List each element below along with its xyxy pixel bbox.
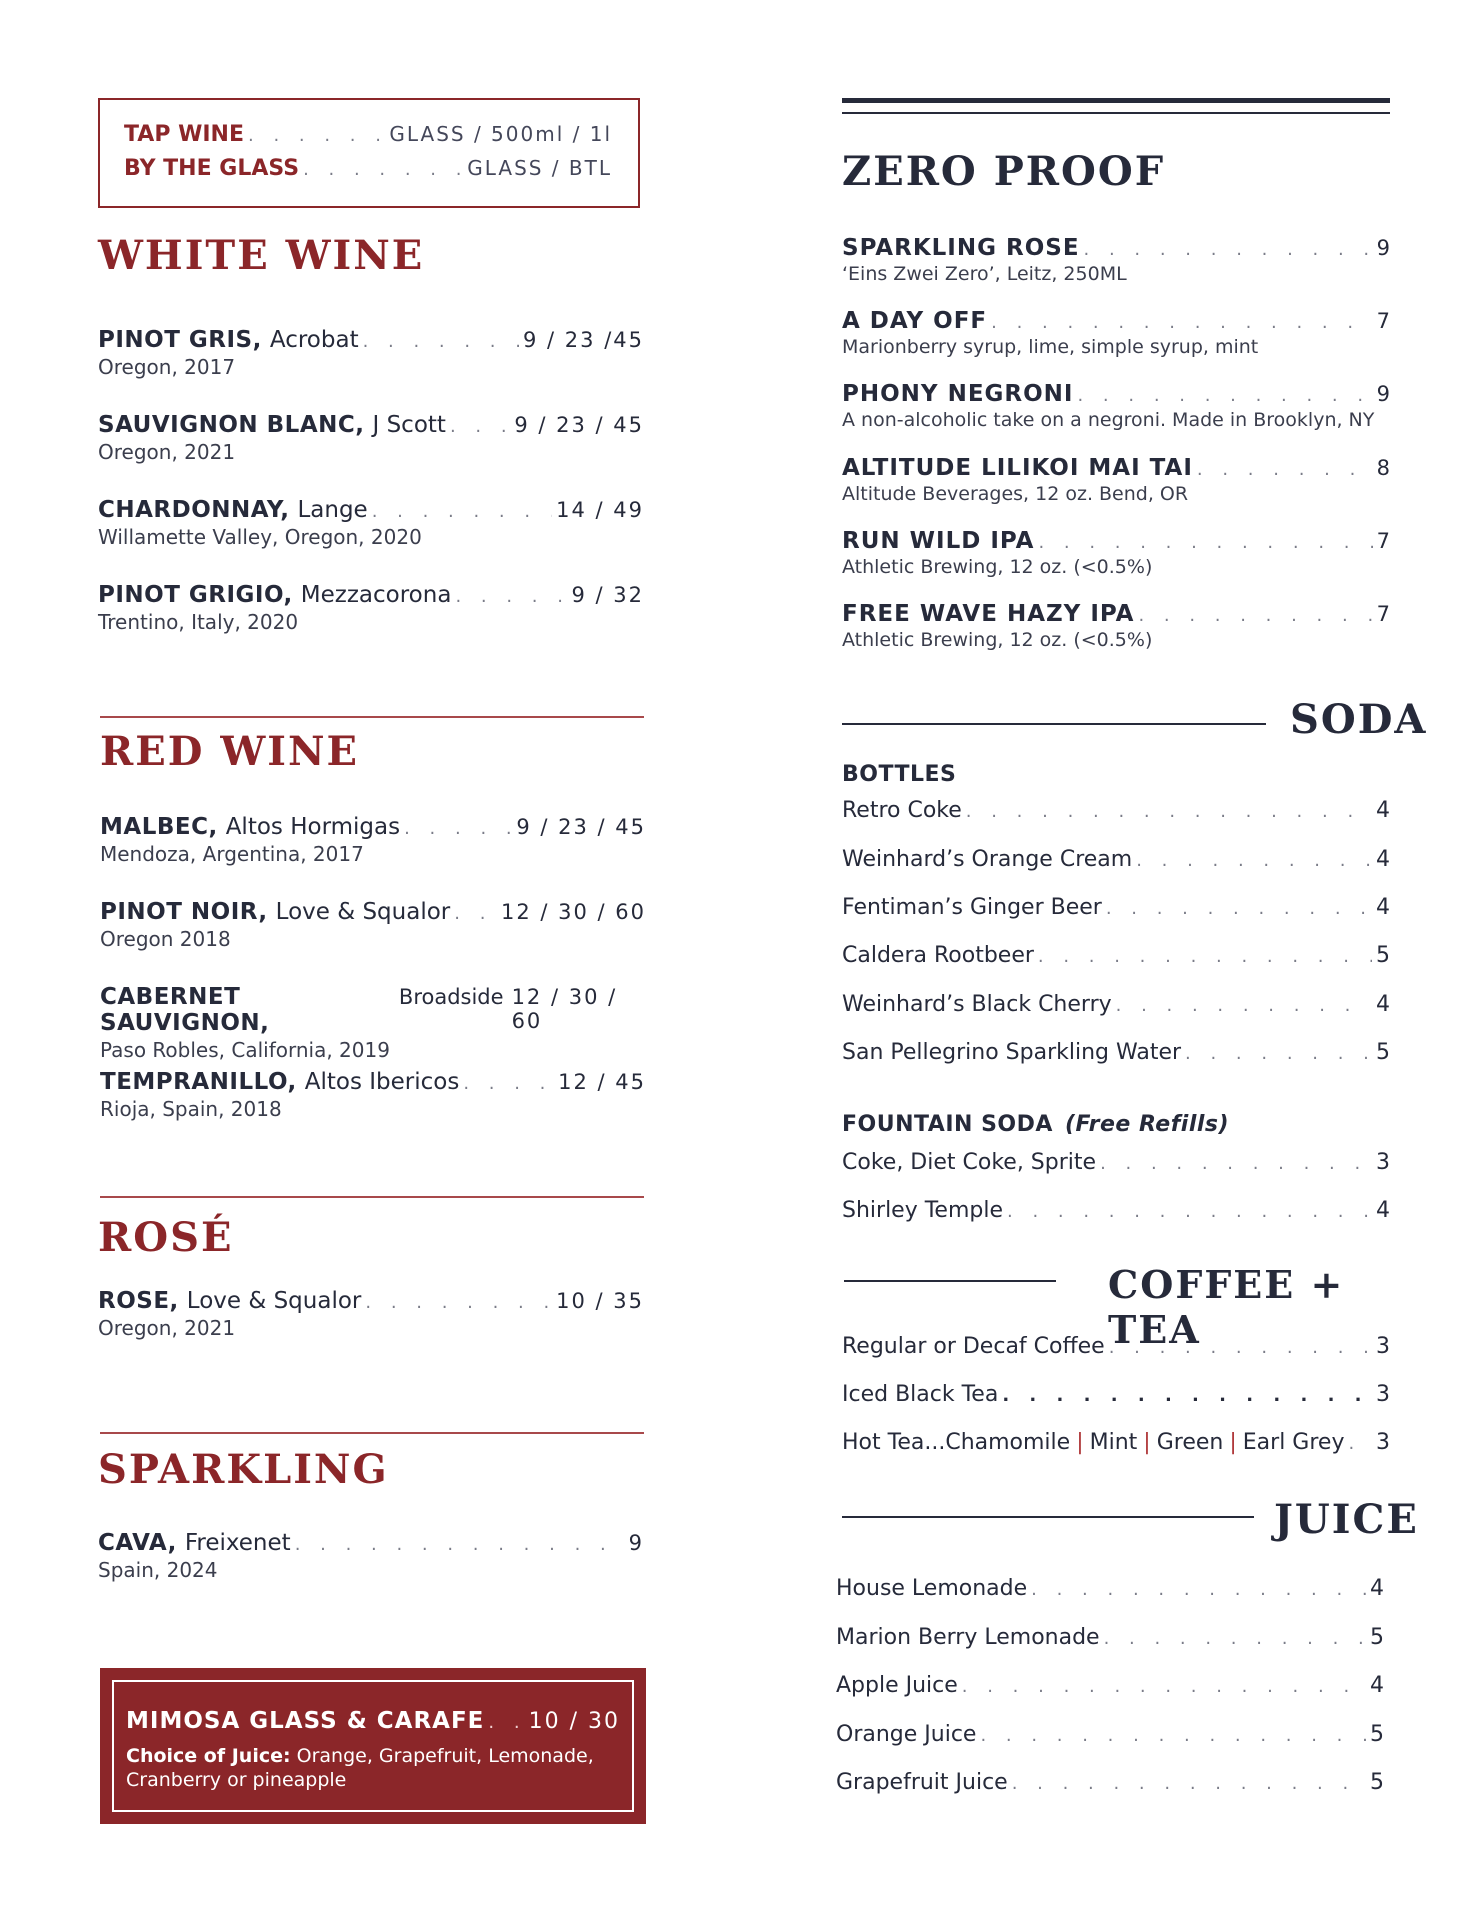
section-divider xyxy=(842,723,1266,725)
drink-description: Marionberry syrup, lime, simple syrup, mint xyxy=(842,336,1259,358)
item-name: Weinhard’s Black Cherry xyxy=(842,992,1112,1017)
leader-dots xyxy=(1104,1628,1366,1649)
leader-dots xyxy=(1012,1773,1366,1794)
wine-origin: Oregon, 2021 xyxy=(98,440,236,464)
wine-item xyxy=(98,582,644,634)
item-price: 4 xyxy=(1376,992,1390,1017)
mimosa-name: MIMOSA GLASS & CARAFE xyxy=(126,1708,485,1734)
item-name: House Lemonade xyxy=(836,1576,1028,1601)
wine-price: 9 / 23 / 45 xyxy=(516,815,646,839)
leader-dots xyxy=(454,903,497,924)
drink-price: 9 xyxy=(1376,382,1390,406)
section-divider xyxy=(844,1280,1056,1282)
drink-name: PHONY NEGRONI xyxy=(842,381,1074,407)
leader-dots xyxy=(455,586,567,607)
wine-name: CHARDONNAY, xyxy=(98,497,290,523)
leader-dots xyxy=(248,125,385,146)
leader-dots xyxy=(1007,1201,1372,1222)
leader-dots xyxy=(463,1073,554,1094)
drink-description: Athletic Brewing, 12 oz. (<0.5%) xyxy=(842,629,1153,651)
leader-dots xyxy=(1084,239,1373,260)
wine-item xyxy=(98,1530,644,1582)
drink-name: RUN WILD IPA xyxy=(842,528,1035,554)
item-price: 4 xyxy=(1370,1576,1384,1601)
soda-item xyxy=(842,1150,1390,1175)
wine-item xyxy=(98,412,644,464)
tap-wine-sizes: GLASS / 500ml / 1l xyxy=(389,122,612,146)
wine-item xyxy=(98,1288,644,1340)
leader-dots xyxy=(1348,1433,1372,1454)
wine-item xyxy=(100,1069,646,1121)
tap-wine-box xyxy=(98,98,640,208)
wine-origin: Willamette Valley, Oregon, 2020 xyxy=(98,525,422,549)
choice-text-2: Cranberry or pineapple xyxy=(126,1769,347,1791)
wine-producer: Altos Ibericos xyxy=(304,1069,460,1095)
soda-heading: SODA xyxy=(1290,696,1428,743)
tea-option: Green xyxy=(1156,1430,1224,1455)
item-price: 3 xyxy=(1376,1334,1390,1359)
item-name: Fentiman’s Ginger Beer xyxy=(842,895,1102,920)
item-price: 4 xyxy=(1370,1673,1384,1698)
soda-item xyxy=(842,943,1390,968)
leader-dots xyxy=(1038,532,1372,553)
option-separator: | xyxy=(1229,1430,1237,1455)
mimosa-price: 10 / 30 xyxy=(528,1709,620,1734)
leader-dots xyxy=(363,331,519,352)
leader-dots xyxy=(1031,1579,1366,1600)
juice-heading: JUICE xyxy=(1274,1496,1419,1543)
hot-tea-item xyxy=(842,1430,1390,1455)
item-name: Grapefruit Juice xyxy=(836,1770,1008,1795)
tea-option: Chamomile xyxy=(945,1430,1071,1455)
leader-dots xyxy=(1109,1337,1372,1358)
wine-item xyxy=(100,984,646,1062)
coffee-item xyxy=(842,1334,1390,1359)
wine-producer: Love & Squalor xyxy=(275,899,451,925)
leader-dots xyxy=(1197,459,1373,480)
wine-producer: J Scott xyxy=(372,412,446,438)
drink-name: A DAY OFF xyxy=(842,308,988,334)
mimosa-juice-choices xyxy=(126,1744,620,1792)
drink-name: SPARKLING ROSE xyxy=(842,235,1080,261)
soda-item xyxy=(842,847,1390,872)
leader-dots xyxy=(1116,995,1372,1016)
tap-line xyxy=(124,122,612,156)
drink-name: ALTITUDE LILIKOI MAI TAI xyxy=(842,455,1193,481)
wine-name: CAVA, xyxy=(98,1530,177,1556)
drink-description: ‘Eins Zwei Zero’, Leitz, 250ML xyxy=(842,263,1127,285)
leader-dots xyxy=(1138,605,1372,626)
wine-origin: Oregon, 2021 xyxy=(98,1316,236,1340)
item-name: Shirley Temple xyxy=(842,1198,1004,1223)
leader-dots xyxy=(991,312,1372,333)
drink-price: 9 xyxy=(1376,236,1390,260)
free-refills-note: (Free Refills) xyxy=(1064,1112,1230,1137)
sparkling-heading: SPARKLING xyxy=(98,1446,389,1493)
wine-producer: Freixenet xyxy=(184,1530,291,1556)
item-price: 4 xyxy=(1376,895,1390,920)
white-wine-heading: WHITE WINE xyxy=(98,232,425,279)
drink-description: Athletic Brewing, 12 oz. (<0.5%) xyxy=(842,556,1153,578)
item-price: 3 xyxy=(1376,1430,1390,1455)
leader-dots xyxy=(295,1534,625,1555)
item-price: 4 xyxy=(1376,1198,1390,1223)
item-price: 4 xyxy=(1376,847,1390,872)
section-divider xyxy=(100,716,644,718)
wine-name: CABERNET SAUVIGNON, xyxy=(100,984,270,1036)
bottles-label: BOTTLES xyxy=(842,762,957,787)
soda-item xyxy=(842,798,1390,823)
item-name: Iced Black Tea xyxy=(842,1382,999,1407)
item-price: 5 xyxy=(1370,1722,1384,1747)
soda-item xyxy=(842,895,1390,920)
drink-price: 7 xyxy=(1376,309,1390,333)
zero-proof-item xyxy=(842,601,1390,651)
juice-item xyxy=(836,1625,1384,1650)
item-name: San Pellegrino Sparkling Water xyxy=(842,1040,1182,1065)
choice-label: Choice of Juice: xyxy=(126,1745,291,1767)
tea-item xyxy=(842,1382,1390,1407)
wine-price: 9 / 23 / 45 xyxy=(514,413,644,437)
wine-name: PINOT GRIS, xyxy=(98,327,262,353)
wine-producer: Acrobat xyxy=(269,327,359,353)
fountain-label-text: FOUNTAIN SODA xyxy=(842,1112,1053,1137)
wine-item xyxy=(98,497,644,549)
wine-name: MALBEC, xyxy=(100,814,218,840)
leader-dots xyxy=(1002,1385,1372,1406)
item-name: Marion Berry Lemonade xyxy=(836,1625,1100,1650)
soda-item xyxy=(842,1198,1390,1223)
wine-price: 14 / 49 xyxy=(556,498,644,522)
item-price: 3 xyxy=(1376,1150,1390,1175)
section-divider xyxy=(100,1196,644,1198)
leader-dots xyxy=(1106,898,1372,919)
option-separator: | xyxy=(1076,1430,1084,1455)
item-price: 5 xyxy=(1376,943,1390,968)
zero-proof-item xyxy=(842,308,1390,358)
item-price: 5 xyxy=(1370,1625,1384,1650)
juice-item xyxy=(836,1673,1384,1698)
by-the-glass-sizes: GLASS / BTL xyxy=(467,156,612,180)
zero-proof-item xyxy=(842,381,1390,431)
wine-price: 12 / 30 / 60 xyxy=(511,985,618,1033)
item-price: 4 xyxy=(1376,798,1390,823)
top-double-rule xyxy=(842,98,1390,114)
choice-text: Orange, Grapefruit, Lemonade, xyxy=(290,1745,594,1767)
drink-description: Altitude Beverages, 12 oz. Bend, OR xyxy=(842,483,1189,505)
item-price: 3 xyxy=(1376,1382,1390,1407)
wine-origin: Oregon 2018 xyxy=(100,927,231,951)
glass-line xyxy=(124,156,612,190)
wine-producer: Broadside xyxy=(398,985,504,1009)
leader-dots xyxy=(1185,1043,1372,1064)
leader-dots xyxy=(488,1712,524,1733)
soda-item xyxy=(842,1040,1390,1065)
coffee-tea-heading: COFFEE + TEA xyxy=(1108,1262,1345,1352)
wine-price: 10 / 35 xyxy=(556,1289,644,1313)
wine-producer: Altos Hormigas xyxy=(225,814,401,840)
leader-dots xyxy=(1136,850,1372,871)
wine-price: 9 / 32 xyxy=(571,583,644,607)
item-name: Caldera Rootbeer xyxy=(842,943,1034,968)
zero-proof-heading: ZERO PROOF xyxy=(842,148,1166,195)
wine-origin: Mendoza, Argentina, 2017 xyxy=(100,842,364,866)
wine-price: 12 / 30 / 60 xyxy=(500,900,646,924)
wine-origin: Paso Robles, California, 2019 xyxy=(100,1038,390,1062)
wine-origin: Oregon, 2017 xyxy=(98,355,236,379)
leader-dots xyxy=(450,416,510,437)
drink-name: FREE WAVE HAZY IPA xyxy=(842,601,1135,627)
by-the-glass-label: BY THE GLASS xyxy=(124,156,300,181)
wine-price: 9 / 23 /45 xyxy=(523,328,644,352)
soda-item xyxy=(842,992,1390,1017)
item-name: Retro Coke xyxy=(842,798,962,823)
tea-option: Mint xyxy=(1089,1430,1138,1455)
juice-item xyxy=(836,1722,1384,1747)
hot-tea-prefix: Hot Tea... xyxy=(842,1430,946,1455)
wine-producer: Mezzacorona xyxy=(300,582,452,608)
drink-price: 7 xyxy=(1376,602,1390,626)
leader-dots xyxy=(980,1725,1366,1746)
item-name: Orange Juice xyxy=(836,1722,977,1747)
zero-proof-item xyxy=(842,235,1390,285)
option-separator: | xyxy=(1143,1430,1151,1455)
item-name: Apple Juice xyxy=(836,1673,958,1698)
wine-name: SAUVIGNON BLANC, xyxy=(98,412,365,438)
red-wine-heading: RED WINE xyxy=(100,728,360,775)
drink-price: 7 xyxy=(1376,529,1390,553)
wine-name: TEMPRANILLO, xyxy=(100,1069,297,1095)
leader-dots xyxy=(372,501,552,522)
leader-dots xyxy=(365,1292,552,1313)
item-name: Regular or Decaf Coffee xyxy=(842,1334,1105,1359)
wine-name: PINOT NOIR, xyxy=(100,899,268,925)
mimosa-box xyxy=(100,1668,646,1824)
wine-origin: Spain, 2024 xyxy=(98,1558,218,1582)
leader-dots xyxy=(1100,1153,1372,1174)
tap-wine-label: TAP WINE xyxy=(124,122,245,147)
leader-dots xyxy=(966,801,1372,822)
wine-producer: Love & Squalor xyxy=(186,1288,362,1314)
wine-producer: Lange xyxy=(297,497,368,523)
section-divider xyxy=(100,1432,644,1434)
leader-dots xyxy=(1077,385,1372,406)
wine-origin: Trentino, Italy, 2020 xyxy=(98,610,299,634)
item-name: Coke, Diet Coke, Sprite xyxy=(842,1150,1097,1175)
rose-heading: ROSÉ xyxy=(98,1214,234,1261)
zero-proof-item xyxy=(842,528,1390,578)
fountain-soda-label xyxy=(842,1112,1229,1137)
drink-price: 8 xyxy=(1376,456,1390,480)
leader-dots xyxy=(404,818,512,839)
item-price: 5 xyxy=(1370,1770,1384,1795)
zero-proof-item xyxy=(842,455,1390,505)
wine-name: PINOT GRIGIO, xyxy=(98,582,293,608)
leader-dots xyxy=(303,159,463,180)
wine-origin: Rioja, Spain, 2018 xyxy=(100,1097,282,1121)
section-divider xyxy=(842,1516,1254,1518)
wine-price: 12 / 45 xyxy=(558,1070,646,1094)
wine-item xyxy=(100,814,646,866)
wine-name: ROSE, xyxy=(98,1288,179,1314)
item-name: Weinhard’s Orange Cream xyxy=(842,847,1133,872)
juice-item xyxy=(836,1576,1384,1601)
item-price: 5 xyxy=(1376,1040,1390,1065)
wine-item xyxy=(100,899,646,951)
leader-dots xyxy=(962,1676,1366,1697)
wine-price: 9 xyxy=(628,1531,644,1555)
tea-option: Earl Grey xyxy=(1242,1430,1345,1455)
wine-item xyxy=(98,327,644,379)
juice-item xyxy=(836,1770,1384,1795)
drink-description: A non-alcoholic take on a negroni. Made in Brooklyn, NY xyxy=(842,409,1375,431)
leader-dots xyxy=(1038,946,1372,967)
